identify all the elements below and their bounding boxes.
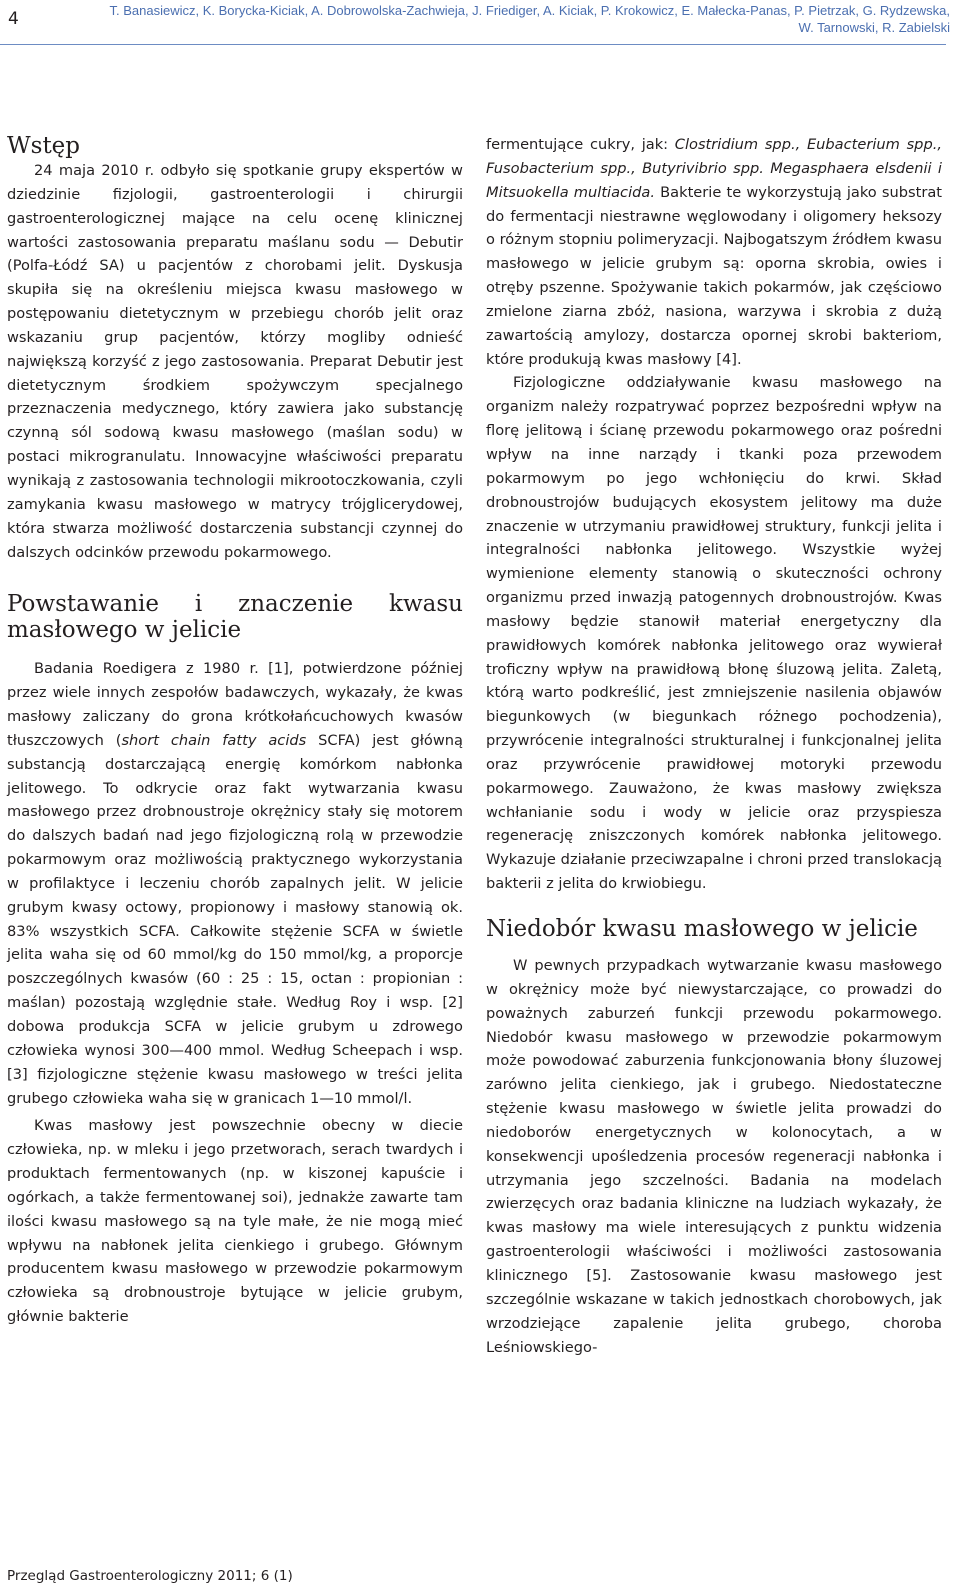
authors-line-1: T. Banasiewicz, K. Borycka-Kiciak, A. Dobrowolska-Zachwieja, J. Friediger, A. Kiciak, P. Krokowicz, E. Małecka-Panas, P. Pietrzak, G. Rydzewska, <box>109 3 950 18</box>
page-number: 4 <box>8 9 19 29</box>
paragraph: Badania Roedigera z 1980 r. [1], potwierdzone później przez wiele innych zespołów badawczych, wykazały, że kwas masłowy zaliczany do grona krótkołańcuchowych kwasów tłuszczowych (short chain fatty acids SCFA) jest główną substancją dostarczającą energię komórkom nabłonka jelitowego. To odkrycie oraz fakt wytwarzania kwasu masłowego przez drobnoustroje okrężnicy stały się motorem do dalszych badań nad jego fizjologiczną rolą w przewodzie pokarmowym oraz możliwością praktycznego wykorzystania w profilaktyce i leczeniu chorób zapalnych jelit. W jelicie grubym kwasy octowy, propionowy i masłowy stanowią ok. 83% wszystkich SCFA. Całkowite stężenie SCFA w świetle jelita waha się od 60 mmol/kg do 150 mmol/kg, a proporcje poszczególnych kwasów (60 : 25 : 15, octan : propionian : maślan) pozostają względnie stałe. Według Roy i wsp. [2] dobowa produkcja SCFA w jelicie grubym u zdrowego człowieka wynosi 300—400 mmol. Według Scheepach i wsp. [3] fizjologiczne stężenie kwasu masłowego w treści jelita grubego człowieka waha się w granicach 1—10 mmol/l. <box>7 660 463 1107</box>
left-column <box>7 133 463 1329</box>
paragraph: fermentujące cukry, jak: Clostridium spp., Eubacterium spp., Fusobacterium spp., Butyrivibrio spp. Megasphaera elsdenii i Mitsuokella multiacida. Bakterie te wykorzystują jako substrat do fermentacji niestrawne węglowodany i oligomery heksozy o różnym stopniu polimeryzacji. Najbogatszym źródłem kwasu masłowego w jelicie grubym są: oporna skrobia, owies i otręby pszenne. Spożywanie takich pokarmów, jak częściowo zmielone ziarna zbóż, nasiona, warzywa i skrobia z dużą zawartością amylozy, dostarcza opornej skrobi bakteriom, które produkują kwas masłowy [4]. <box>486 136 942 368</box>
running-header-authors <box>30 2 950 36</box>
section-title-wstep: Wstęp <box>7 133 81 159</box>
paragraph: Fizjologiczne oddziaływanie kwasu masłowego na organizm należy rozpatrywać poprzez bezpośredni wpływ na florę jelitową i ścianę przewodu pokarmowego oraz pośredni wpływ na inne narządy i tkanki poza przewodem pokarmowym po jego wchłonięciu do krwi. Skład drobnoustrojów budujących ekosystem jelitowy ma duże znaczenie w utrzymaniu prawidłowej struktury, funkcji jelita i integralności nabłonka jelitowego. Wszystkie wyżej wymienione elementy stanowią o skuteczności ochrony organizmu przed inwazją patogennych drobnoustrojów. Kwas masłowy będzie stanowił materiał energetyczny dla prawidłowych komórek nabłonka jelitowego oraz wywierał troficzny wpływ na prawidłową błonę śluzową jelita. Zaletą, którą warto podkreślić, jest zmniejszenie nasilenia objawów biegunkowych (w biegunkach różnego pochodzenia), przywrócenie integralności strukturalnej i funkcjonalnej jelita oraz przywrócenie prawidłowej motoryki przewodu pokarmowego. Zauważono, że kwas masłowy zwiększa wchłanianie sodu i wody w jelicie oraz przyspiesza regenerację zniszczonych komórek nabłonka jelitowego. Wykazuje działanie przeciwzapalne i chroni przed translokacją bakterii z jelita do krwiobiegu. <box>486 374 942 893</box>
authors-line-2: W. Tarnowski, R. Zabielski <box>798 20 950 35</box>
header-divider <box>0 44 946 45</box>
right-column <box>486 133 942 1359</box>
paragraph: 24 maja 2010 r. odbyło się spotkanie grupy ekspertów w dziedzinie fizjologii, gastroenterologii i chirurgii gastroenterologicznej mające na celu ocenę klinicznej wartości zastosowania preparatu maślanu sodu — Debutir (Polfa-Łódź SA) u pacjentów z chorobami jelit. Dyskusja skupiła się na określeniu miejsca kwasu masłowego w postępowaniu dietetycznym w przebiegu chorób jelit oraz wskazaniu grup pacjentów, którzy mogliby odnieść największą korzyść z jego zastosowania. Preparat Debutir jest dietetycznym środkiem spożywczym specjalnego przeznaczenia medycznego, który zawiera jako substancję czynną sól sodową kwasu masłowego (maślan sodu) w postaci mikrogranulatu. Innowacyjne właściwości preparatu wynikają z zastosowania technologii mikrootoczkowania, czyli zamykania kwasu masłowego w matrycy trójglicerydowej, która stwarza możliwość dostarczenia substancji czynnej do dalszych odcinków przewodu pokarmowego. <box>7 162 463 561</box>
section-title-powstawanie: Powstawanie i znaczenie kwasu masłowego w jelicie <box>7 591 463 644</box>
journal-footer: Przegląd Gastroenterologiczny 2011; 6 (1) <box>7 1568 293 1584</box>
running-header <box>0 0 960 48</box>
section-title-niedobor: Niedobór kwasu masłowego w jelicie <box>486 916 918 942</box>
paragraph: Kwas masłowy jest powszechnie obecny w diecie człowieka, np. w mleku i jego przetworach, serach twardych i produktach fermentowanych (np. w kiszonej kapuście i ogórkach, a także fermentowanej soi), jednakże zawarte tam ilości kwasu masłowego są na tyle małe, że nie mogą mieć wpływu na nabłonek jelita cienkiego i grubego. Głównym producentem kwasu masłowego w przewodzie pokarmowym człowieka są drobnoustroje bytujące w jelicie grubym, głównie bakterie <box>7 1117 463 1326</box>
emphasis-text: short chain fatty acids <box>121 731 307 749</box>
emphasis-text: Clostridium spp., Eubacterium spp., Fusobacterium spp., Butyrivibrio spp. Megasphaera elsdenii i Mitsuokella multiacida. <box>486 136 942 201</box>
paragraph: W pewnych przypadkach wytwarzanie kwasu masłowego w okrężnicy może być niewystarczające, co prowadzi do poważnych zaburzeń funkcji przewodu pokarmowego. Niedobór kwasu masłowego w przewodzie pokarmowym może powodować zaburzenia funkcjonowania błony śluzowej zarówno jelita cienkiego, jak i grubego. Niedostateczne stężenie kwasu masłowego w świetle jelita prowadzi do niedoborów energetycznych w kolonocytach, a w konsekwencji upośledzenia procesów regeneracji nabłonka i utrzymania jego szczelności. Badania na modelach zwierzęcych oraz badania kliniczne na ludziach wykazały, że kwas masłowy ma wiele interesujących z punktu widzenia gastroenterologii właściwości i możliwości zastosowania klinicznego [5]. Zastosowanie kwasu masłowego jest szczególnie wskazane w takich jednostkach chorobowych, jak wrzodziejące zapalenie jelita grubego, choroba Leśniowskiego- <box>486 957 942 1356</box>
